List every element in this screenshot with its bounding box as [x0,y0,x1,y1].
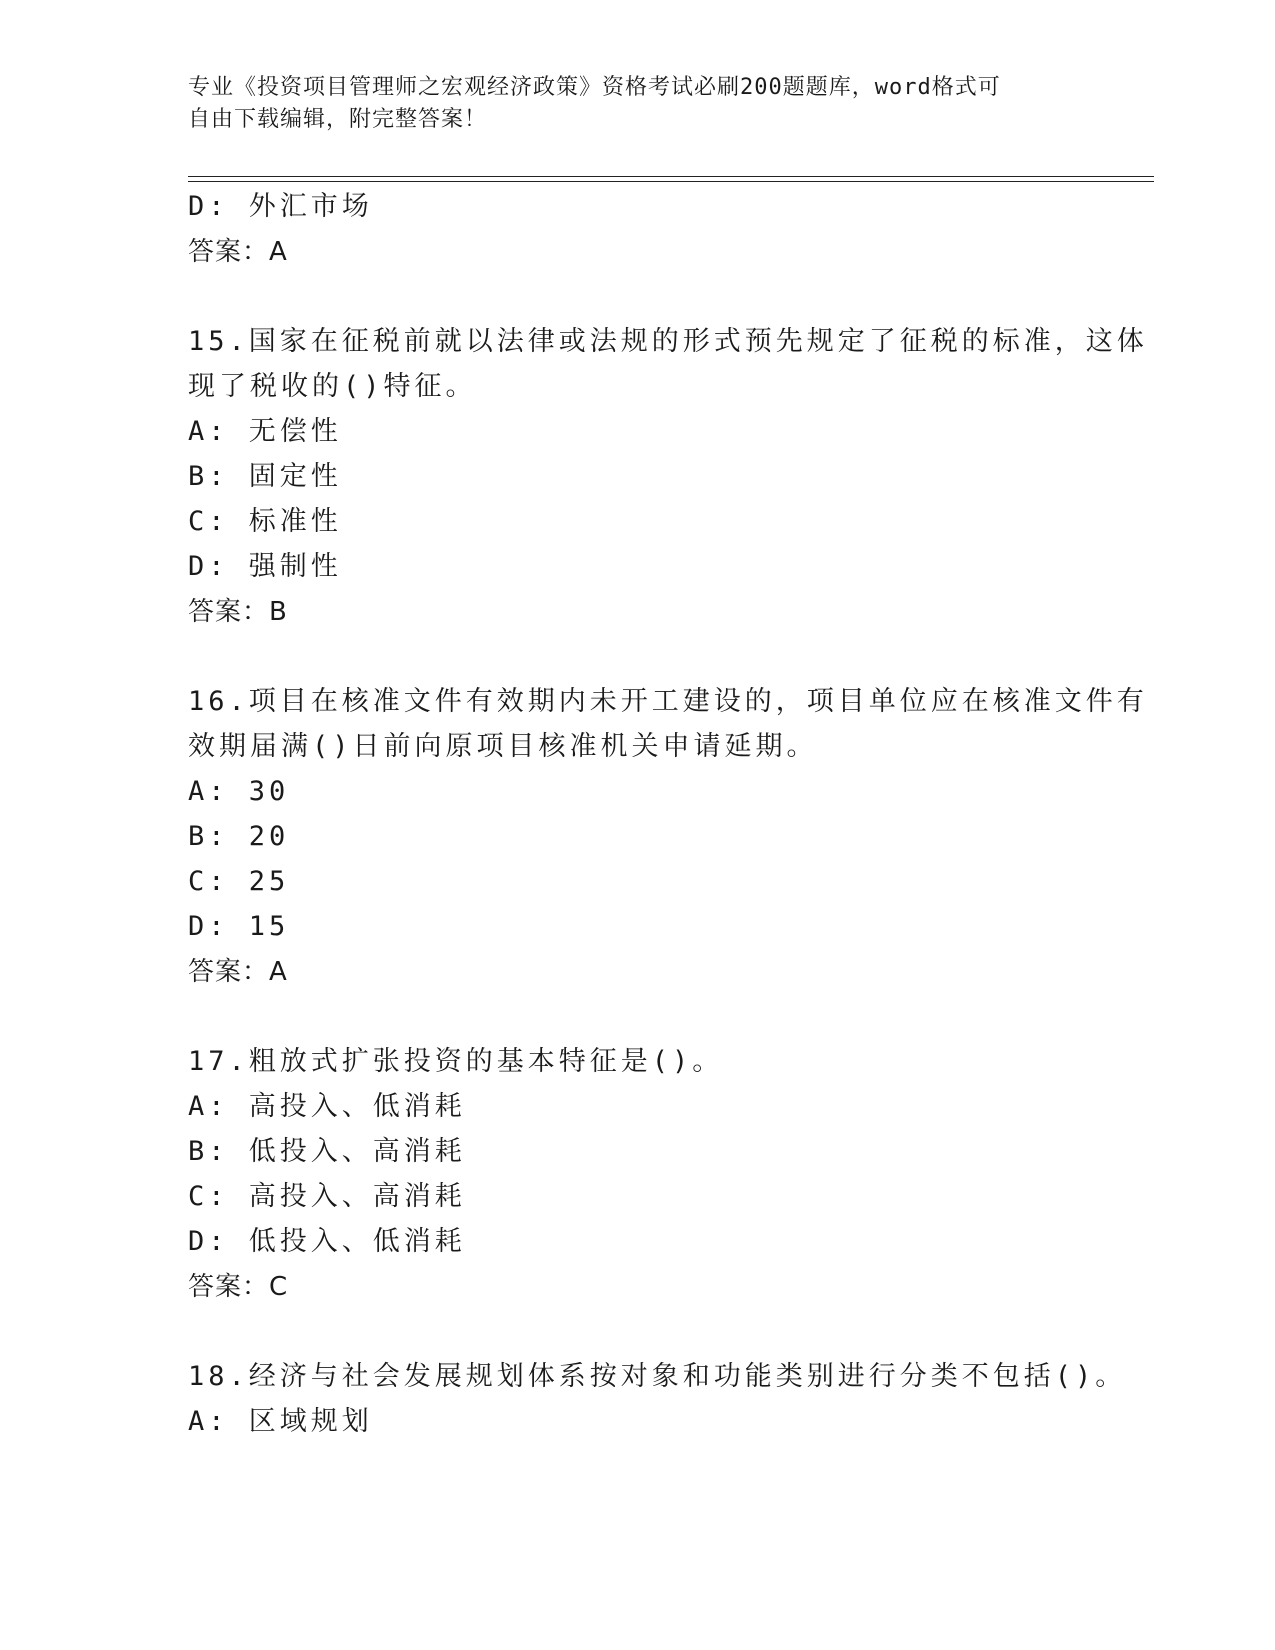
header-divider-top [188,176,1154,177]
q15-stem-line-1: 15.国家在征税前就以法律或法规的形式预先规定了征税的标准，这体 [188,326,1148,357]
q15-option-d: D: 强制性 [188,551,342,582]
q15-option-b: B: 固定性 [188,461,342,492]
q16-option-d: D: 15 [188,911,290,942]
prev-option-d: D: 外汇市场 [188,191,373,222]
q17-stem: 17.粗放式扩张投资的基本特征是()。 [188,1046,724,1077]
q15-stem-line-2: 现了税收的()特征。 [188,371,477,402]
q16-stem-line-1: 16.项目在核准文件有效期内未开工建设的，项目单位应在核准文件有 [188,686,1148,717]
q15-option-a: A: 无偿性 [188,416,342,447]
prev-answer: 答案：A [188,237,288,267]
q15-answer: 答案：B [188,597,288,627]
q18-stem: 18.经济与社会发展规划体系按对象和功能类别进行分类不包括()。 [188,1361,1127,1392]
q15-option-c: C: 标准性 [188,506,342,537]
q16-option-c: C: 25 [188,866,290,897]
q16-answer: 答案：A [188,957,288,987]
q16-stem-line-2: 效期届满()日前向原项目核准机关申请延期。 [188,731,818,762]
q17-option-c: C: 高投入、高消耗 [188,1181,466,1212]
q17-option-b: B: 低投入、高消耗 [188,1136,466,1167]
q17-option-a: A: 高投入、低消耗 [188,1091,466,1122]
document-header [188,72,1068,136]
q16-option-b: B: 20 [188,821,290,852]
q17-answer: 答案：C [188,1272,289,1302]
q17-option-d: D: 低投入、低消耗 [188,1226,466,1257]
header-line-1: 专业《投资项目管理师之宏观经济政策》资格考试必刷200题题库，word格式可 [188,75,1001,100]
header-divider-bottom [188,181,1154,182]
q16-option-a: A: 30 [188,776,290,807]
q18-option-a: A: 区域规划 [188,1406,373,1437]
header-line-2: 自由下载编辑，附完整答案！ [188,107,488,132]
